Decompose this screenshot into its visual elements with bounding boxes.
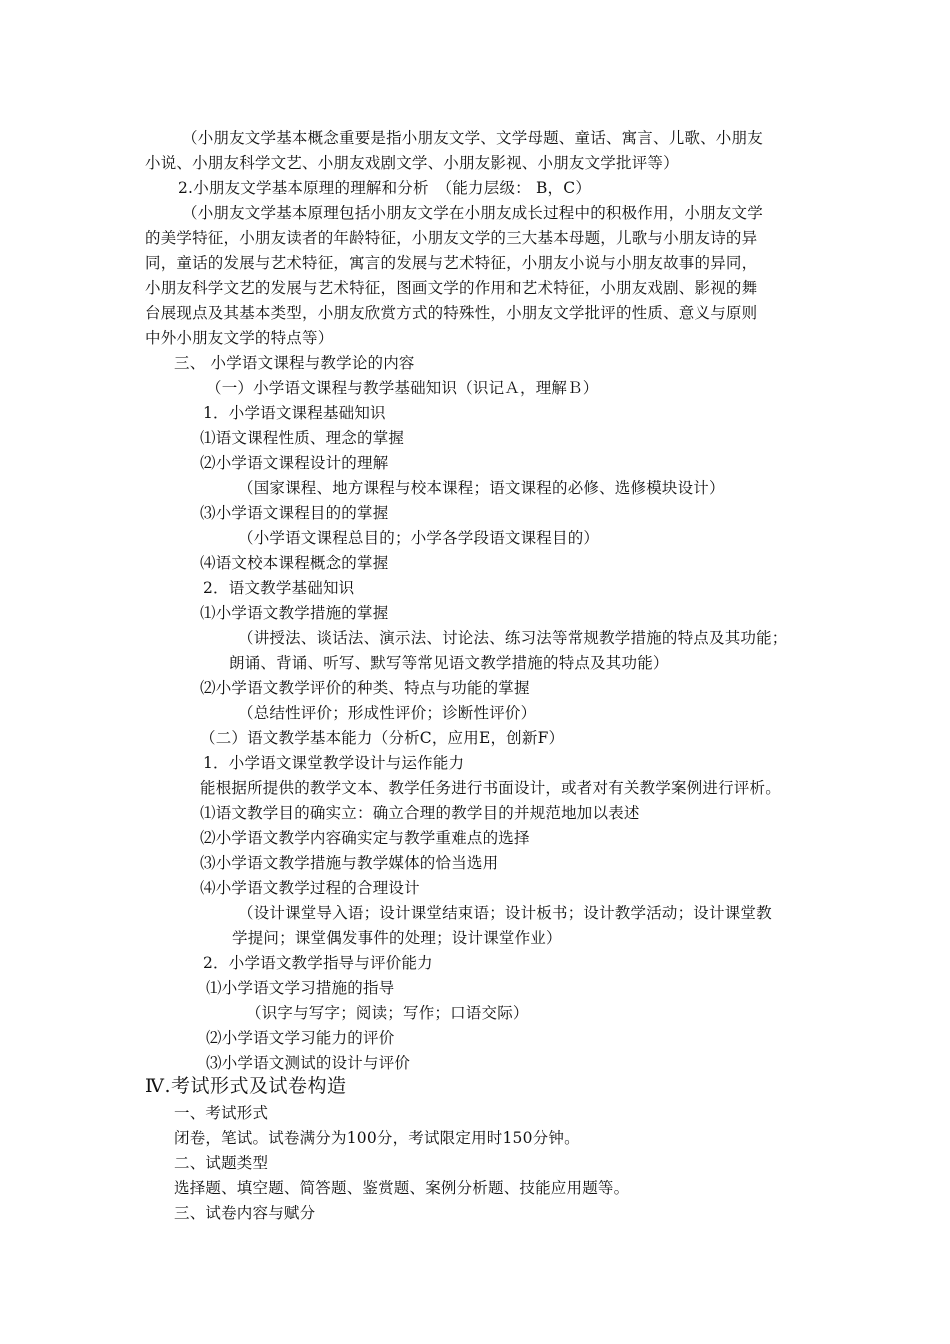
text-line: ⑴小学语文教学措施的掌握	[200, 604, 389, 622]
text-line: ⑶小学语文教学措施与教学媒体的恰当选用	[200, 854, 499, 872]
section-heading: 一、考试形式	[174, 1104, 269, 1122]
text-line: 能根据所提供的教学文本、教学任务进行书面设计，或者对有关教学案例进行评析。	[200, 779, 781, 797]
text-line: （总结性评价；形成性评价；诊断性评价）	[238, 704, 537, 722]
subsection-heading: （二）语文教学基本能力（分析C，应用E，创新F）	[200, 729, 565, 747]
text-line: 台展现点及其基本类型，小朋友欣赏方式的特殊性，小朋友文学批评的性质、意义与原则	[145, 304, 758, 322]
text-line: ⑵小学语文教学内容确实定与教学重难点的选择	[200, 829, 530, 847]
text-line: 闭卷，笔试。试卷满分为100分，考试限定用时150分钟。	[174, 1129, 580, 1147]
text-line: 2．小学语文教学指导与评价能力	[203, 954, 433, 972]
text-line: ⑷语文校本课程概念的掌握	[200, 554, 389, 572]
section-heading: 三、 小学语文课程与教学论的内容	[174, 354, 415, 372]
text-line: ⑵小学语文课程设计的理解	[200, 454, 389, 472]
text-line: （国家课程、地方课程与校本课程；语文课程的必修、选修模块设计）	[238, 479, 725, 497]
text-line: 中外小朋友文学的特点等）	[145, 329, 334, 347]
text-line: ⑷小学语文教学过程的合理设计	[200, 879, 420, 897]
text-line: 同，童话的发展与艺术特征，寓言的发展与艺术特征，小朋友小说与小朋友故事的异同，	[145, 254, 758, 272]
text-line: （设计课堂导入语；设计课堂结束语；设计板书；设计教学活动；设计课堂教	[238, 904, 772, 922]
text-line: 小说、小朋友科学文艺、小朋友戏剧文学、小朋友影视、小朋友文学批评等）	[145, 154, 679, 172]
text-line: ⑴语文教学目的确实立：确立合理的教学目的并规范地加以表述	[200, 804, 640, 822]
text-line: 2．语文教学基础知识	[203, 579, 355, 597]
text-line: 2.小朋友文学基本原理的理解和分析 （能力层级： B，C）	[178, 179, 592, 197]
text-line: 1．小学语文课堂教学设计与运作能力	[203, 754, 465, 772]
text-line: （小朋友文学基本概念重要是指小朋友文学、文学母题、童话、寓言、儿歌、小朋友	[182, 129, 763, 147]
subsection-heading: （一）小学语文课程与教学基础知识（识记Ａ，理解Ｂ）	[206, 379, 599, 397]
text-line: ⑶小学语文测试的设计与评价	[206, 1054, 411, 1072]
text-line: ⑴语文课程性质、理念的掌握	[200, 429, 405, 447]
text-line: ⑶小学语文课程目的的掌握	[200, 504, 389, 522]
text-line: 选择题、填空题、简答题、鉴赏题、案例分析题、技能应用题等。	[174, 1179, 630, 1197]
text-line: 的美学特征，小朋友读者的年龄特征，小朋友文学的三大基本母题，儿歌与小朋友诗的异	[145, 229, 758, 247]
text-line: ⑵小学语文学习能力的评价	[206, 1029, 395, 1047]
text-line: 朗诵、背诵、听写、默写等常见语文教学措施的特点及其功能）	[229, 654, 669, 672]
text-line: 学提问；课堂偶发事件的处理；设计课堂作业）	[232, 929, 562, 947]
text-line: （识字与写字；阅读；写作；口语交际）	[246, 1004, 529, 1022]
section-heading: 三、试卷内容与赋分	[174, 1204, 316, 1222]
section-heading: 二、试题类型	[174, 1154, 269, 1172]
text-line: 1．小学语文课程基础知识	[203, 404, 386, 422]
chapter-heading: Ⅳ.考试形式及试卷构造	[145, 1075, 347, 1097]
text-line: （小学语文课程总目的；小学各学段语文课程目的）	[238, 529, 600, 547]
text-line: ⑴小学语文学习措施的指导	[206, 979, 395, 997]
text-line: （讲授法、谈话法、演示法、讨论法、练习法等常规教学措施的特点及其功能；	[238, 629, 788, 647]
text-line: ⑵小学语文教学评价的种类、特点与功能的掌握	[200, 679, 530, 697]
text-line: （小朋友文学基本原理包括小朋友文学在小朋友成长过程中的积极作用，小朋友文学	[182, 204, 763, 222]
text-line: 小朋友科学文艺的发展与艺术特征，图画文学的作用和艺术特征，小朋友戏剧、影视的舞	[145, 279, 758, 297]
